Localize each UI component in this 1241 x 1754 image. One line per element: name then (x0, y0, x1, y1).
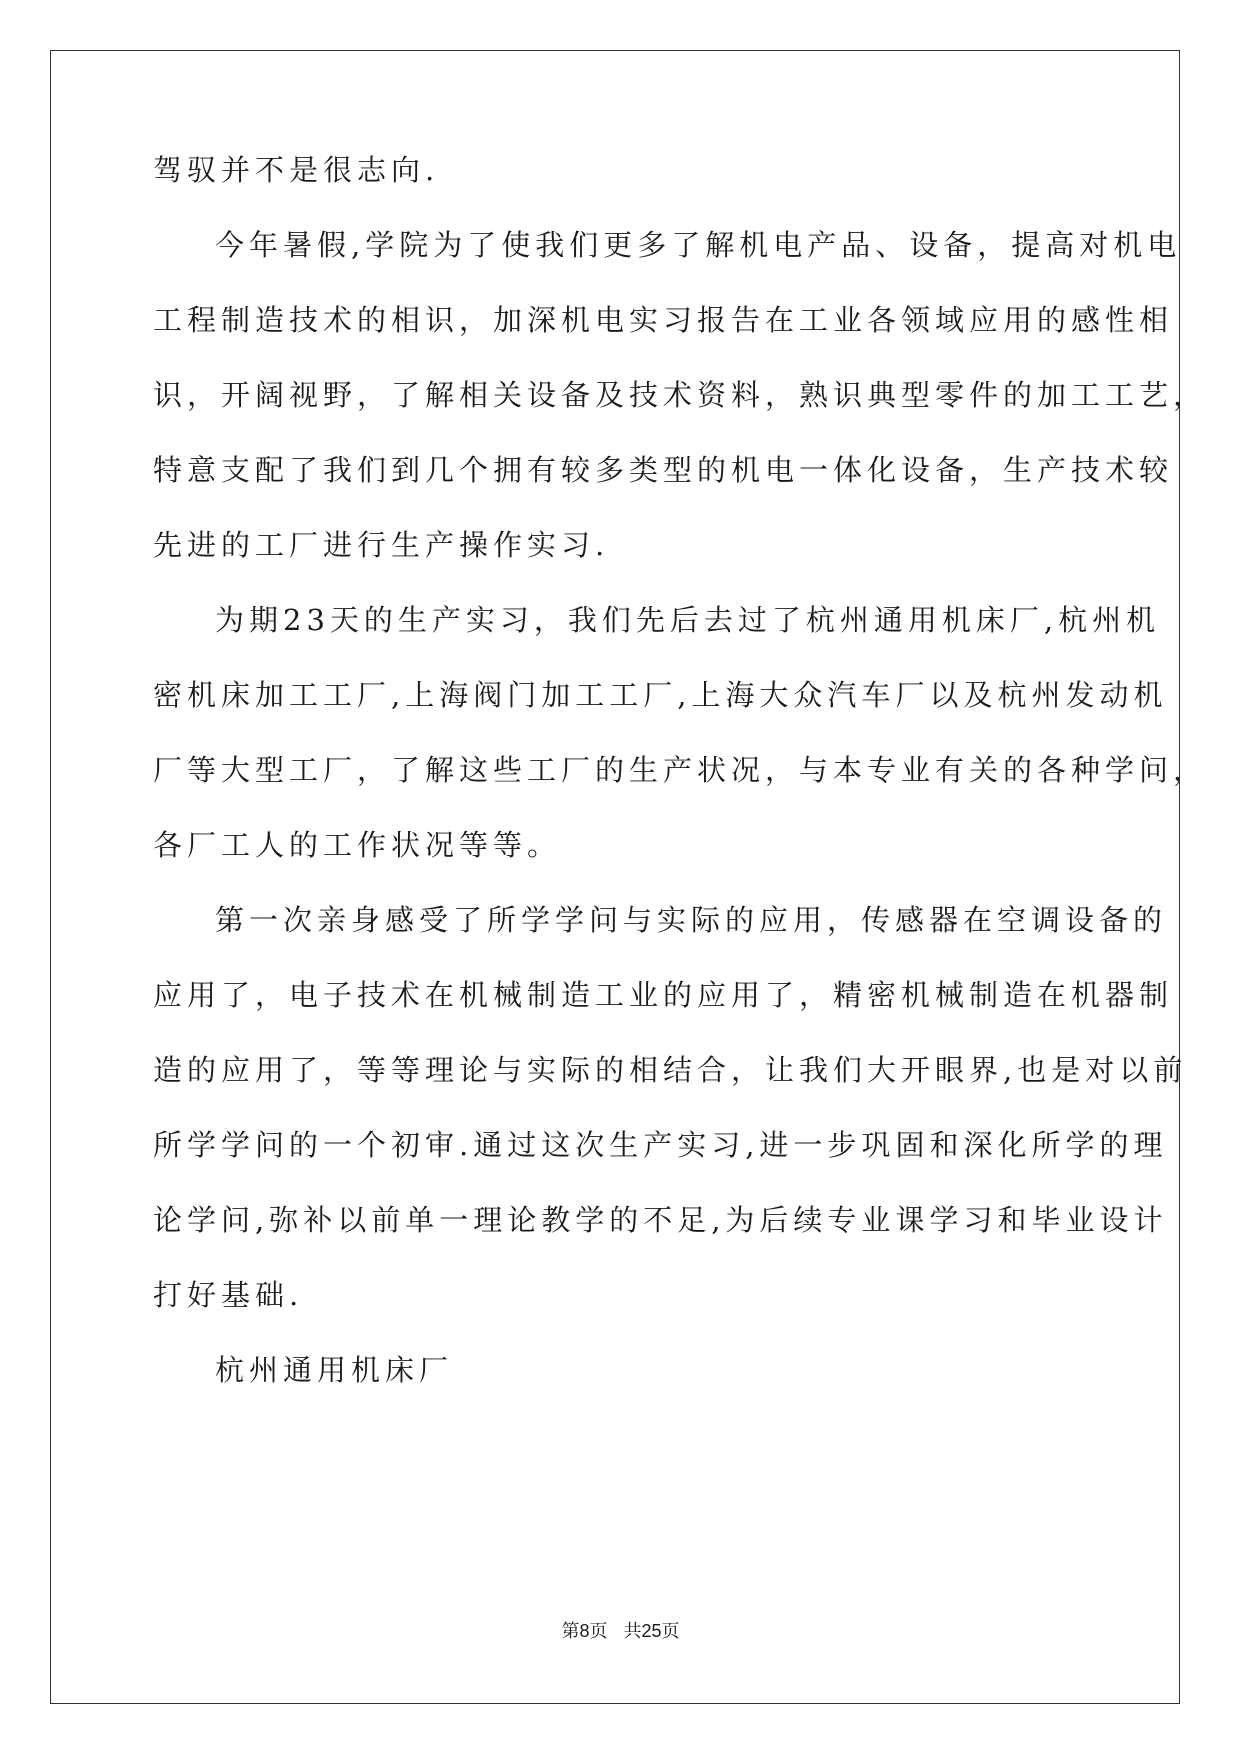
total-page-number: 25 (641, 1621, 662, 1641)
total-prefix: 共 (623, 1621, 642, 1642)
text-line: 密机床加工工厂,上海阀门加工工厂,上海大众汽车厂以及杭州发动机 (153, 678, 1168, 712)
text-line: 论学问,弥补以前单一理论教学的不足,为后续专业课学习和毕业设计 (153, 1203, 1168, 1237)
section-heading: 杭州通用机床厂 (215, 1353, 454, 1387)
text-line: 特意支配了我们到几个拥有较多类型的机电一体化设备，生产技术较 (153, 453, 1174, 487)
page-border (50, 50, 1180, 1704)
text-line: 各厂工人的工作状况等等。 (153, 828, 562, 862)
text-line: 工程制造技术的相识，加深机电实习报告在工业各领域应用的感性相 (153, 303, 1174, 337)
text-line: 所学学问的一个初审.通过这次生产实习,进一步巩固和深化所学的理 (153, 1128, 1168, 1162)
text-line: 打好基础. (153, 1278, 304, 1312)
text-line: 造的应用了，等等理论与实际的相结合，让我们大开眼界,也是对以前 (153, 1053, 1188, 1087)
text-line: 今年暑假,学院为了使我们更多了解机电产品、设备，提高对机电 (215, 228, 1182, 262)
text-line: 识，开阔视野，了解相关设备及技术资料，熟识典型零件的加工工艺， (153, 378, 1208, 412)
text-line: 应用了，电子技术在机械制造工业的应用了，精密机械制造在机器制 (153, 978, 1174, 1012)
text-line: 第一次亲身感受了所学学问与实际的应用，传感器在空调设备的 (215, 903, 1168, 937)
text-line: 先进的工厂进行生产操作实习. (153, 528, 610, 562)
total-suffix: 页 (661, 1621, 680, 1642)
page-prefix: 第 (561, 1621, 580, 1642)
text-line: 驾驭并不是很志向. (153, 153, 440, 187)
page-number-footer (0, 1619, 1241, 1644)
current-page-number: 8 (579, 1621, 590, 1641)
text-line: 为期23天的生产实习，我们先后去过了杭州通用机床厂,杭州机 (215, 603, 1161, 637)
text-line: 厂等大型工厂，了解这些工厂的生产状况，与本专业有关的各种学问， (153, 753, 1208, 787)
page-suffix: 页 (589, 1621, 608, 1642)
